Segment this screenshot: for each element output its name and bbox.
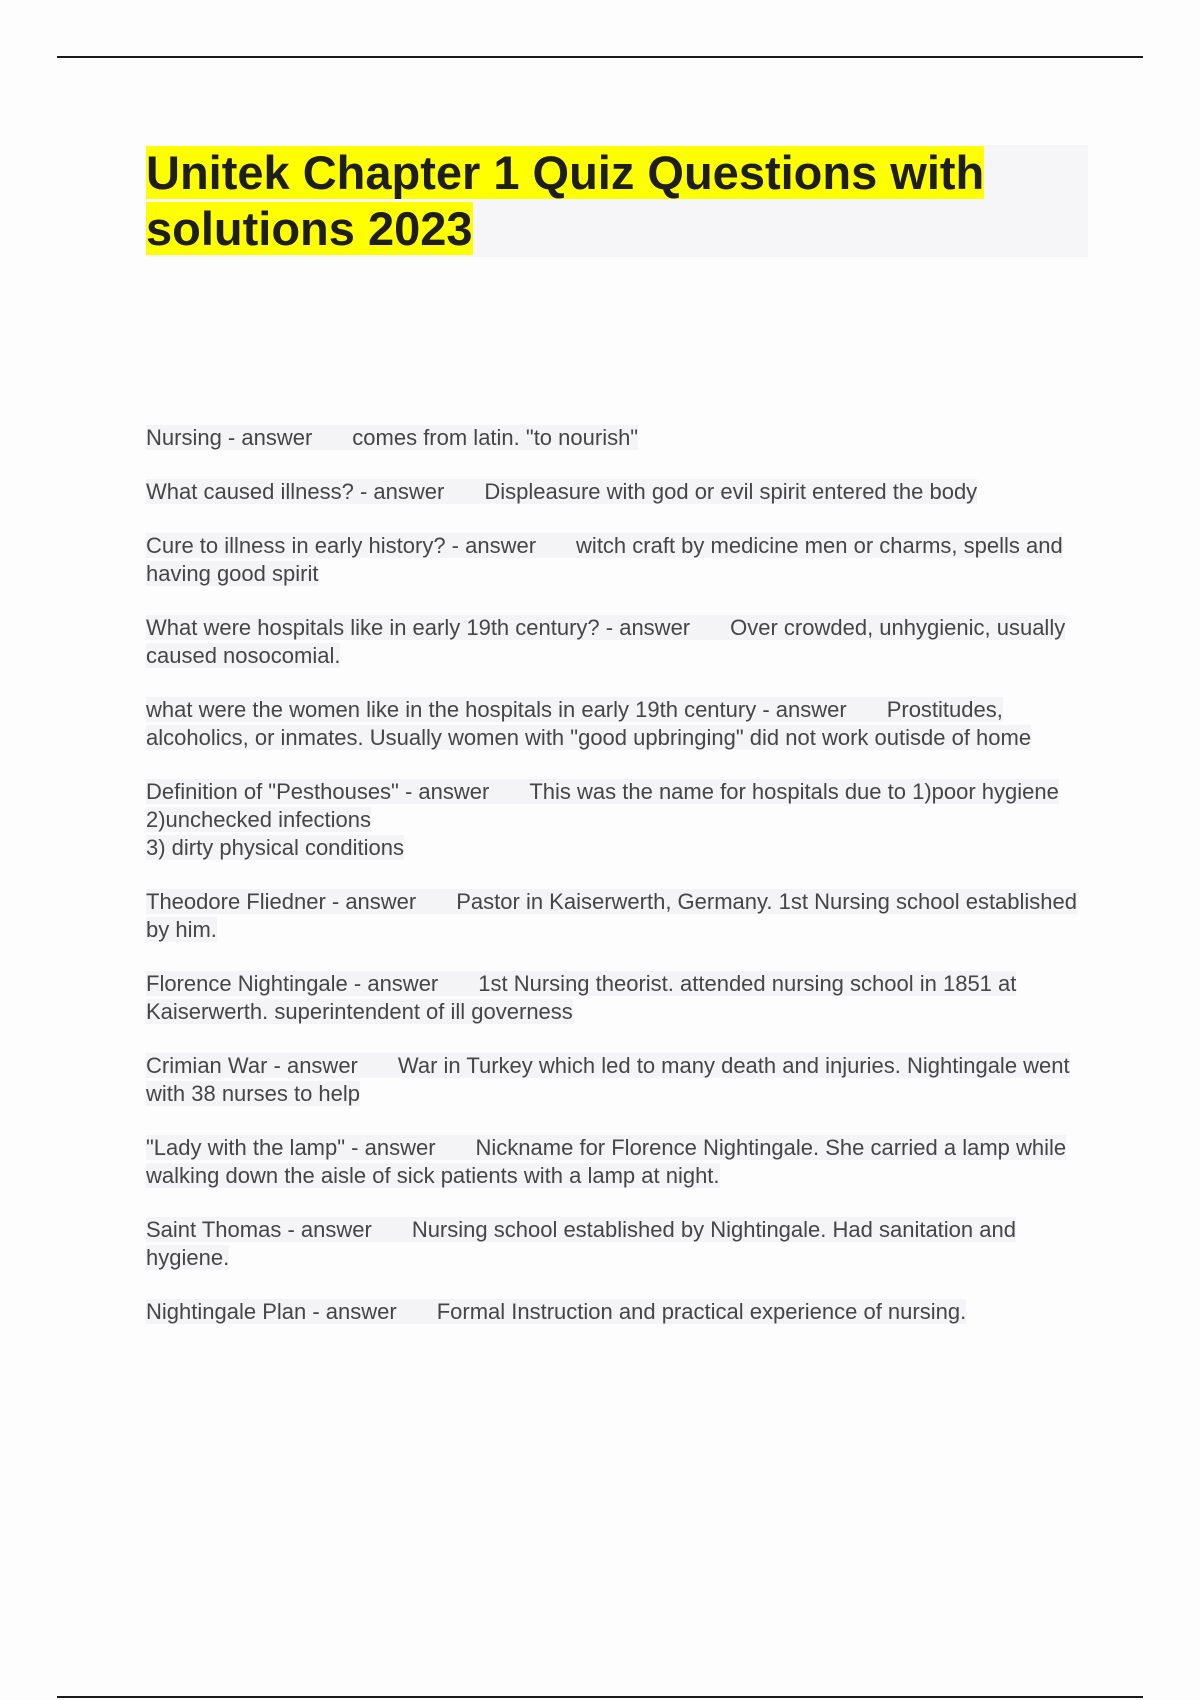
qa-answer: Formal Instruction and practical experience of nursing. [436,1299,967,1324]
qa-answer: comes from latin. "to nourish" [352,425,639,450]
document-title [146,145,1046,257]
qa-answer: Nickname for Florence Nightingale. She carried a lamp while walking down the aisle of sick patients with a lamp at night. [146,1135,1067,1188]
qa-answer: This was the name for hospitals due to 1)poor hygiene 2)unchecked infections 3) dirty physical conditions [146,779,1059,860]
qa-answer: War in Turkey which led to many death and injuries. Nightingale went with 38 nurses to help [146,1053,1070,1106]
qa-answer: Displeasure with god or evil spirit entered the body [484,479,978,504]
qa-item [146,1052,1096,1108]
qa-item [146,424,1096,452]
top-rule [57,56,1143,58]
qa-question: Theodore Fliedner - answer [146,889,417,914]
qa-item [146,1298,1096,1326]
qa-item [146,532,1096,588]
qa-item [146,478,1096,506]
qa-answer: witch craft by medicine men or charms, spells and having good spirit [146,533,1063,586]
qa-item [146,696,1096,752]
qa-question: Saint Thomas - answer [146,1217,372,1242]
qa-item [146,778,1096,862]
title-block [146,145,1088,257]
qa-question: what were the women like in the hospitals in early 19th century - answer [146,697,847,722]
qa-item [146,1134,1096,1190]
qa-item [146,614,1096,670]
qa-item [146,1216,1096,1272]
qa-question: What caused illness? - answer [146,479,445,504]
qa-question: Florence Nightingale - answer [146,971,439,996]
qa-question: What were hospitals like in early 19th century? - answer [146,615,691,640]
qa-list [146,424,1096,1352]
qa-item [146,888,1096,944]
qa-answer: Prostitudes, alcoholics, or inmates. Usually women with "good upbringing" did not work outisde of home [146,697,1032,750]
qa-question: Nightingale Plan - answer [146,1299,397,1324]
qa-question: Crimian War - answer [146,1053,358,1078]
qa-answer: 1st Nursing theorist. attended nursing school in 1851 at Kaiserwerth. superintendent of ill governess [146,971,1017,1024]
qa-answer: Over crowded, unhygienic, usually caused nosocomial. [146,615,1066,668]
qa-question: Cure to illness in early history? - answer [146,533,537,558]
qa-item [146,970,1096,1026]
qa-answer: Nursing school established by Nightingale. Had sanitation and hygiene. [146,1217,1016,1270]
qa-question: Definition of "Pesthouses" - answer [146,779,490,804]
bottom-rule [57,1696,1143,1698]
qa-answer: Pastor in Kaiserwerth, Germany. 1st Nursing school established by him. [146,889,1078,942]
title-highlight: Unitek Chapter 1 Quiz Questions with solutions 2023 [146,146,985,255]
qa-question: Nursing - answer [146,425,313,450]
qa-question: "Lady with the lamp" - answer [146,1135,436,1160]
